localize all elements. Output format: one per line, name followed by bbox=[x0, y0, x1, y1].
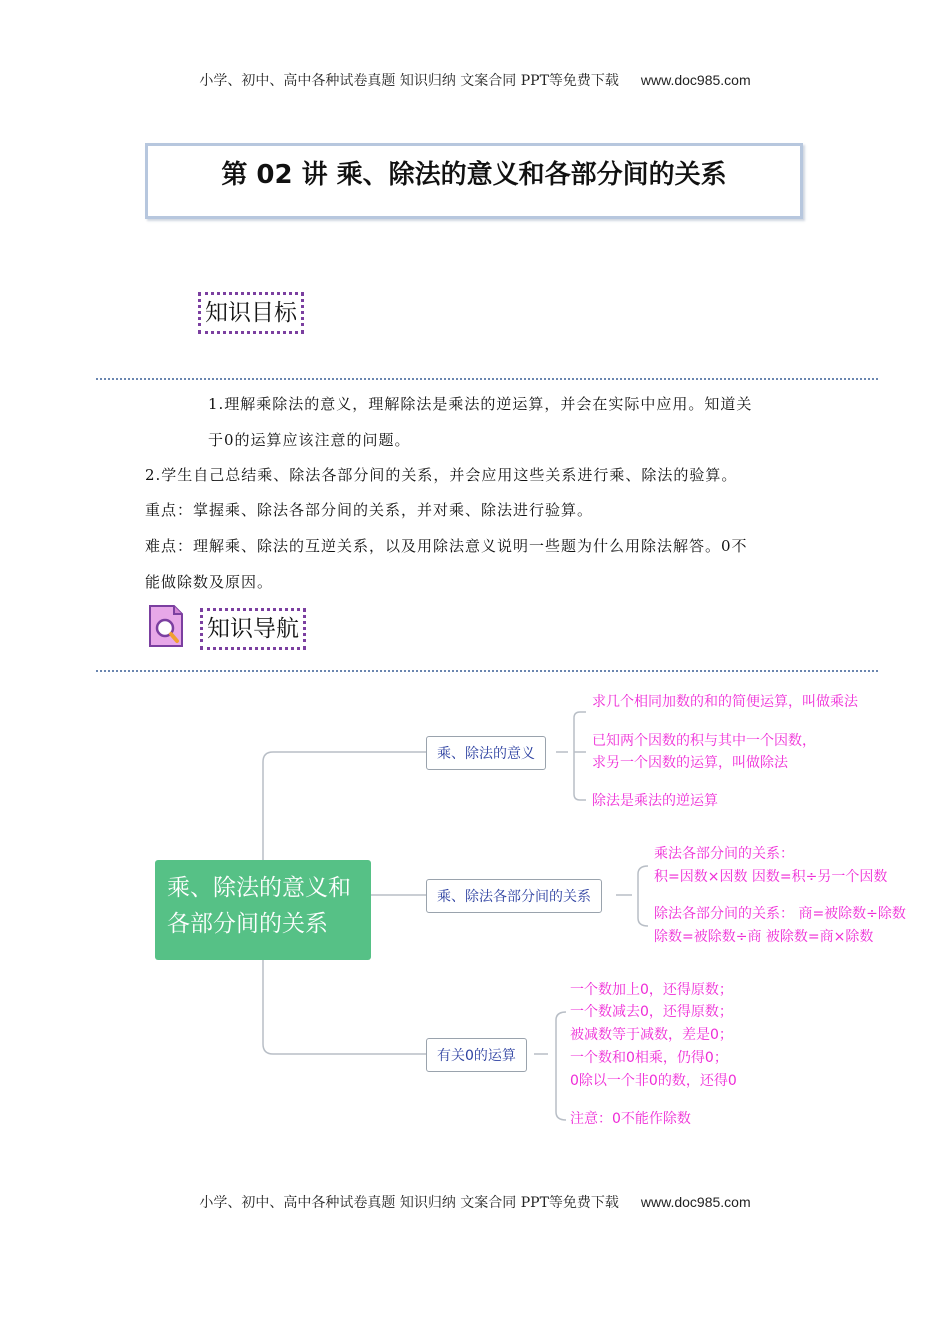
footer-text: 小学、初中、高中各种试卷真题 知识归纳 文案合同 PPT等免费下载 bbox=[199, 1195, 619, 1211]
section-label-goals: 知识目标 bbox=[198, 292, 304, 334]
leaf-meaning-3: 求另一个因数的运算，叫做除法 bbox=[592, 755, 788, 771]
leaf-meaning-1: 求几个相同加数的和的简便运算，叫做乘法 bbox=[592, 694, 858, 710]
leaf-zero-5: 0除以一个非0的数，还得0 bbox=[570, 1073, 737, 1089]
leaf-relations-2: 积=因数×因数 因数=积÷另一个因数 bbox=[654, 869, 888, 885]
page-title: 第 02 讲 乘、除法的意义和各部分间的关系 bbox=[221, 160, 727, 190]
section-label-navigation: 知识导航 bbox=[200, 608, 306, 650]
root-line-2: 各部分间的关系 bbox=[167, 911, 328, 937]
header-url[interactable]: www.doc985.com bbox=[640, 72, 751, 88]
leaf-relations-1: 乘法各部分间的关系： bbox=[654, 846, 794, 862]
leaf-zero-3: 被减数等于减数，差是0； bbox=[570, 1027, 733, 1043]
difficulty-line-1: 难点：理解乘、除法的互逆关系，以及用除法意义说明一些题为什么用除法解答。0不 bbox=[145, 537, 748, 555]
branch-relations: 乘、除法各部分间的关系 bbox=[426, 879, 602, 913]
leaf-meaning-2: 已知两个因数的积与其中一个因数， bbox=[592, 733, 816, 749]
leaf-zero-2: 一个数减去0，还得原数； bbox=[570, 1004, 733, 1020]
leaf-zero-4: 一个数和0相乘，仍得0； bbox=[570, 1050, 728, 1066]
leaf-relations-3: 除法各部分间的关系： 商=被除数÷除数 bbox=[654, 906, 906, 922]
leaf-relations-4: 除数=被除数÷商 被除数=商×除数 bbox=[654, 929, 874, 945]
mindmap-root bbox=[155, 860, 371, 960]
root-line-1: 乘、除法的意义和 bbox=[167, 875, 351, 901]
branch-zero: 有关0的运算 bbox=[426, 1038, 527, 1072]
leaf-zero-1: 一个数加上0，还得原数； bbox=[570, 982, 733, 998]
difficulty-line-2: 能做除数及原因。 bbox=[145, 573, 274, 591]
branch-meaning: 乘、除法的意义 bbox=[426, 736, 546, 770]
goal-line-2: 于0的运算应该注意的问题。 bbox=[208, 431, 411, 449]
goal-line-1: 1.理解乘除法的意义，理解除法是乘法的逆运算，并会在实际中应用。知道关 bbox=[208, 395, 753, 413]
header-text: 小学、初中、高中各种试卷真题 知识归纳 文案合同 PPT等免费下载 bbox=[199, 73, 619, 89]
leaf-meaning-4: 除法是乘法的逆运算 bbox=[592, 793, 718, 809]
leaf-zero-6: 注意：0不能作除数 bbox=[570, 1111, 691, 1127]
page-footer bbox=[0, 1192, 950, 1212]
key-point-line: 重点：掌握乘、除法各部分间的关系，并对乘、除法进行验算。 bbox=[145, 501, 594, 519]
footer-url[interactable]: www.doc985.com bbox=[640, 1194, 751, 1210]
goal-line-3: 2.学生自己总结乘、除法各部分间的关系，并会应用这些关系进行乘、除法的验算。 bbox=[145, 466, 738, 484]
